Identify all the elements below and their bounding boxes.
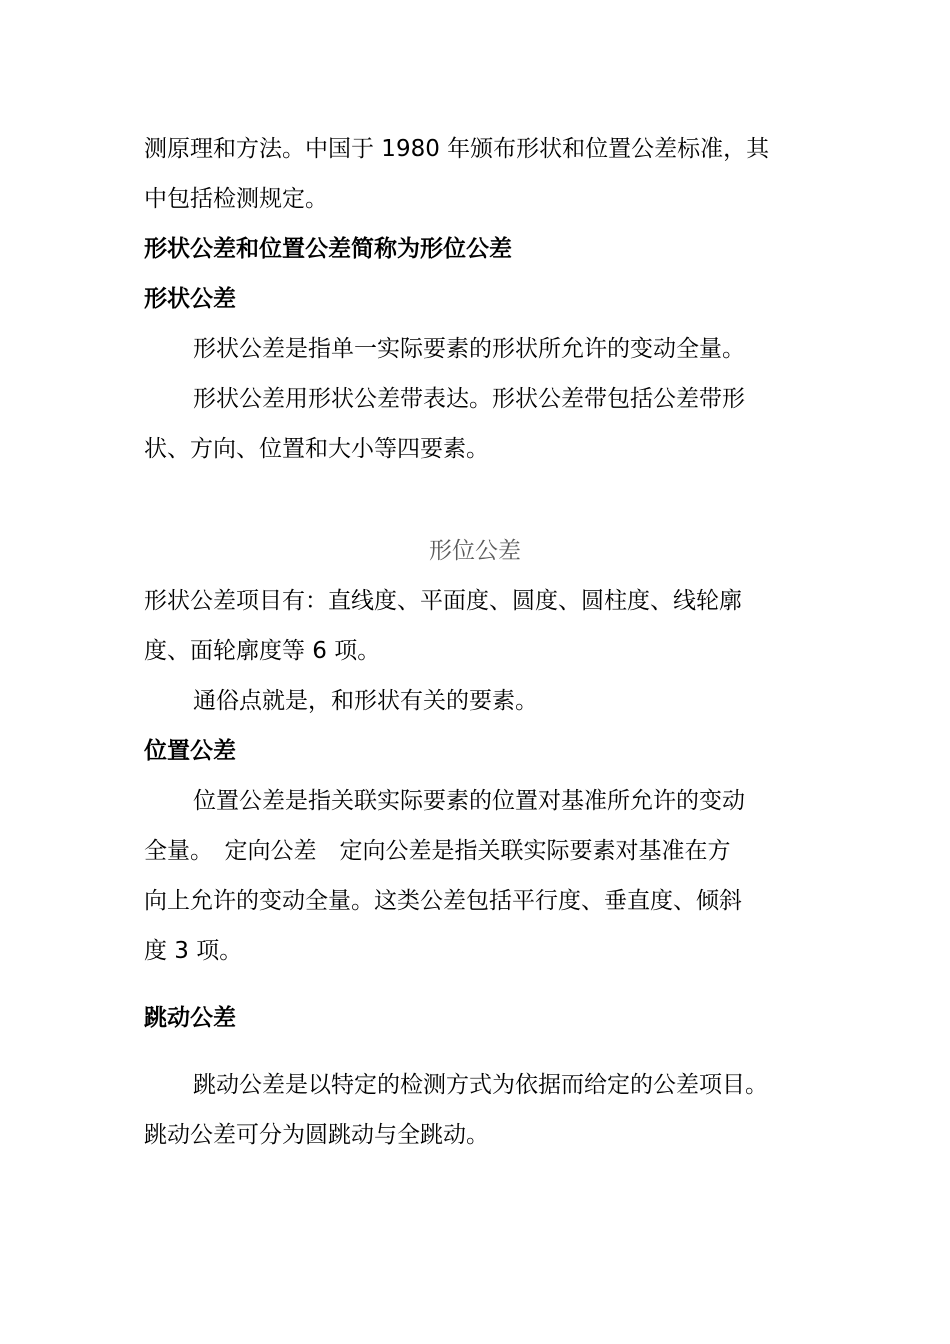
intro-paragraph-line-2: 中包括检测规定。	[144, 186, 328, 212]
position-paragraph-line-1: 位置公差是指关联实际要素的位置对基准所允许的变动	[193, 788, 745, 814]
intro-paragraph-line-1: 测原理和方法。中国于 1980 年颁布形状和位置公差标准，其	[144, 136, 770, 162]
position-paragraph-line-3: 向上允许的变动全量。这类公差包括平行度、垂直度、倾斜	[144, 888, 742, 914]
position-tolerance-heading: 位置公差	[144, 738, 236, 764]
form-zone-paragraph-line-2: 状、方向、位置和大小等四要素。	[144, 436, 489, 462]
runout-paragraph-line-1: 跳动公差是以特定的检测方式为依据而给定的公差项目。	[193, 1072, 768, 1098]
form-items-paragraph-line-1: 形状公差项目有：直线度、平面度、圆度、圆柱度、线轮廓	[144, 588, 742, 614]
runout-tolerance-heading: 跳动公差	[144, 1005, 236, 1031]
form-plain-paragraph: 通俗点就是，和形状有关的要素。	[193, 688, 538, 714]
form-definition-paragraph: 形状公差是指单一实际要素的形状所允许的变动全量。	[193, 336, 745, 362]
form-zone-paragraph-line-1: 形状公差用形状公差带表达。形状公差带包括公差带形	[193, 386, 745, 412]
runout-paragraph-line-2: 跳动公差可分为圆跳动与全跳动。	[144, 1122, 489, 1148]
figure-caption: 形位公差	[429, 538, 521, 564]
main-heading: 形状公差和位置公差简称为形位公差	[144, 236, 512, 262]
position-paragraph-line-2: 全量。 定向公差 定向公差是指关联实际要素对基准在方	[144, 838, 731, 864]
form-tolerance-heading: 形状公差	[144, 286, 236, 312]
position-paragraph-line-4: 度 3 项。	[144, 938, 243, 964]
form-items-paragraph-line-2: 度、面轮廓度等 6 项。	[144, 638, 381, 664]
